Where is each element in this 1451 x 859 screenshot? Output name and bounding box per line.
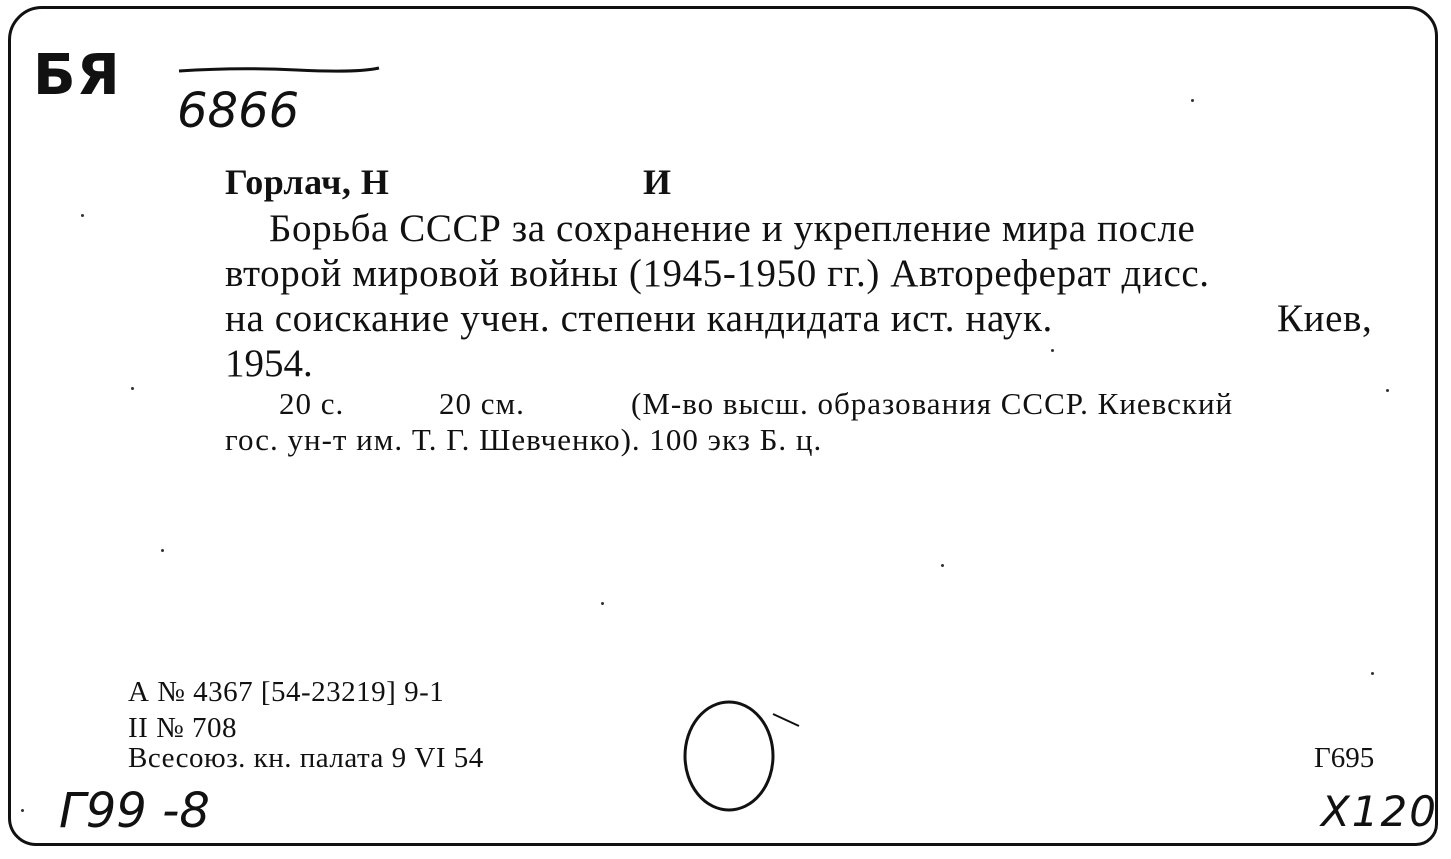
- catalog-card: [8, 6, 1438, 846]
- speck: [131, 387, 134, 390]
- speck: [941, 564, 944, 567]
- speck: [601, 602, 604, 605]
- publication-place: Киев,: [1277, 297, 1373, 340]
- publication-year: 1954.: [225, 342, 313, 385]
- speck: [1191, 99, 1194, 102]
- title-line-1: Борьба СССР за сохранение и укрепление мира после: [269, 207, 1196, 250]
- speck: [21, 809, 24, 812]
- author-surname: Горлач, Н: [225, 162, 390, 202]
- author-initial: И: [643, 162, 672, 202]
- title-line-2: второй мировой войны (1945-1950 гг.) Автореферат дисс.: [225, 252, 1210, 295]
- title-line-3: на соискание учен. степени кандидата ист. наук.: [225, 297, 1053, 340]
- registration-line-3: Всесоюз. кн. палата 9 VI 54: [128, 742, 484, 774]
- handwritten-bottom-right: Х120: [1321, 787, 1438, 836]
- page-count: 20 с.: [279, 386, 345, 421]
- punch-hole-icon: [681, 694, 821, 824]
- shelf-mark: Г695: [1314, 742, 1375, 774]
- handwritten-bottom-left: Г99 -8: [59, 783, 210, 839]
- registration-line-2: II № 708: [128, 712, 237, 744]
- speck: [161, 549, 164, 552]
- publisher-note: (М-во высш. образования СССР. Киевский: [631, 386, 1234, 421]
- speck: [1051, 349, 1054, 352]
- publisher-note-line-2: гос. ун-т им. Т. Г. Шевченко). 100 экз Б. ц.: [225, 422, 823, 457]
- speck: [1386, 389, 1389, 392]
- handwritten-top-code: БЯ: [33, 43, 121, 108]
- handwritten-underline: [177, 65, 382, 77]
- registration-line-1: А № 4367 [54-23219] 9-1: [128, 676, 445, 708]
- handwritten-top-number: 6866: [177, 83, 300, 139]
- format-size: 20 см.: [439, 386, 525, 421]
- speck: [81, 214, 84, 217]
- speck: [1371, 672, 1374, 675]
